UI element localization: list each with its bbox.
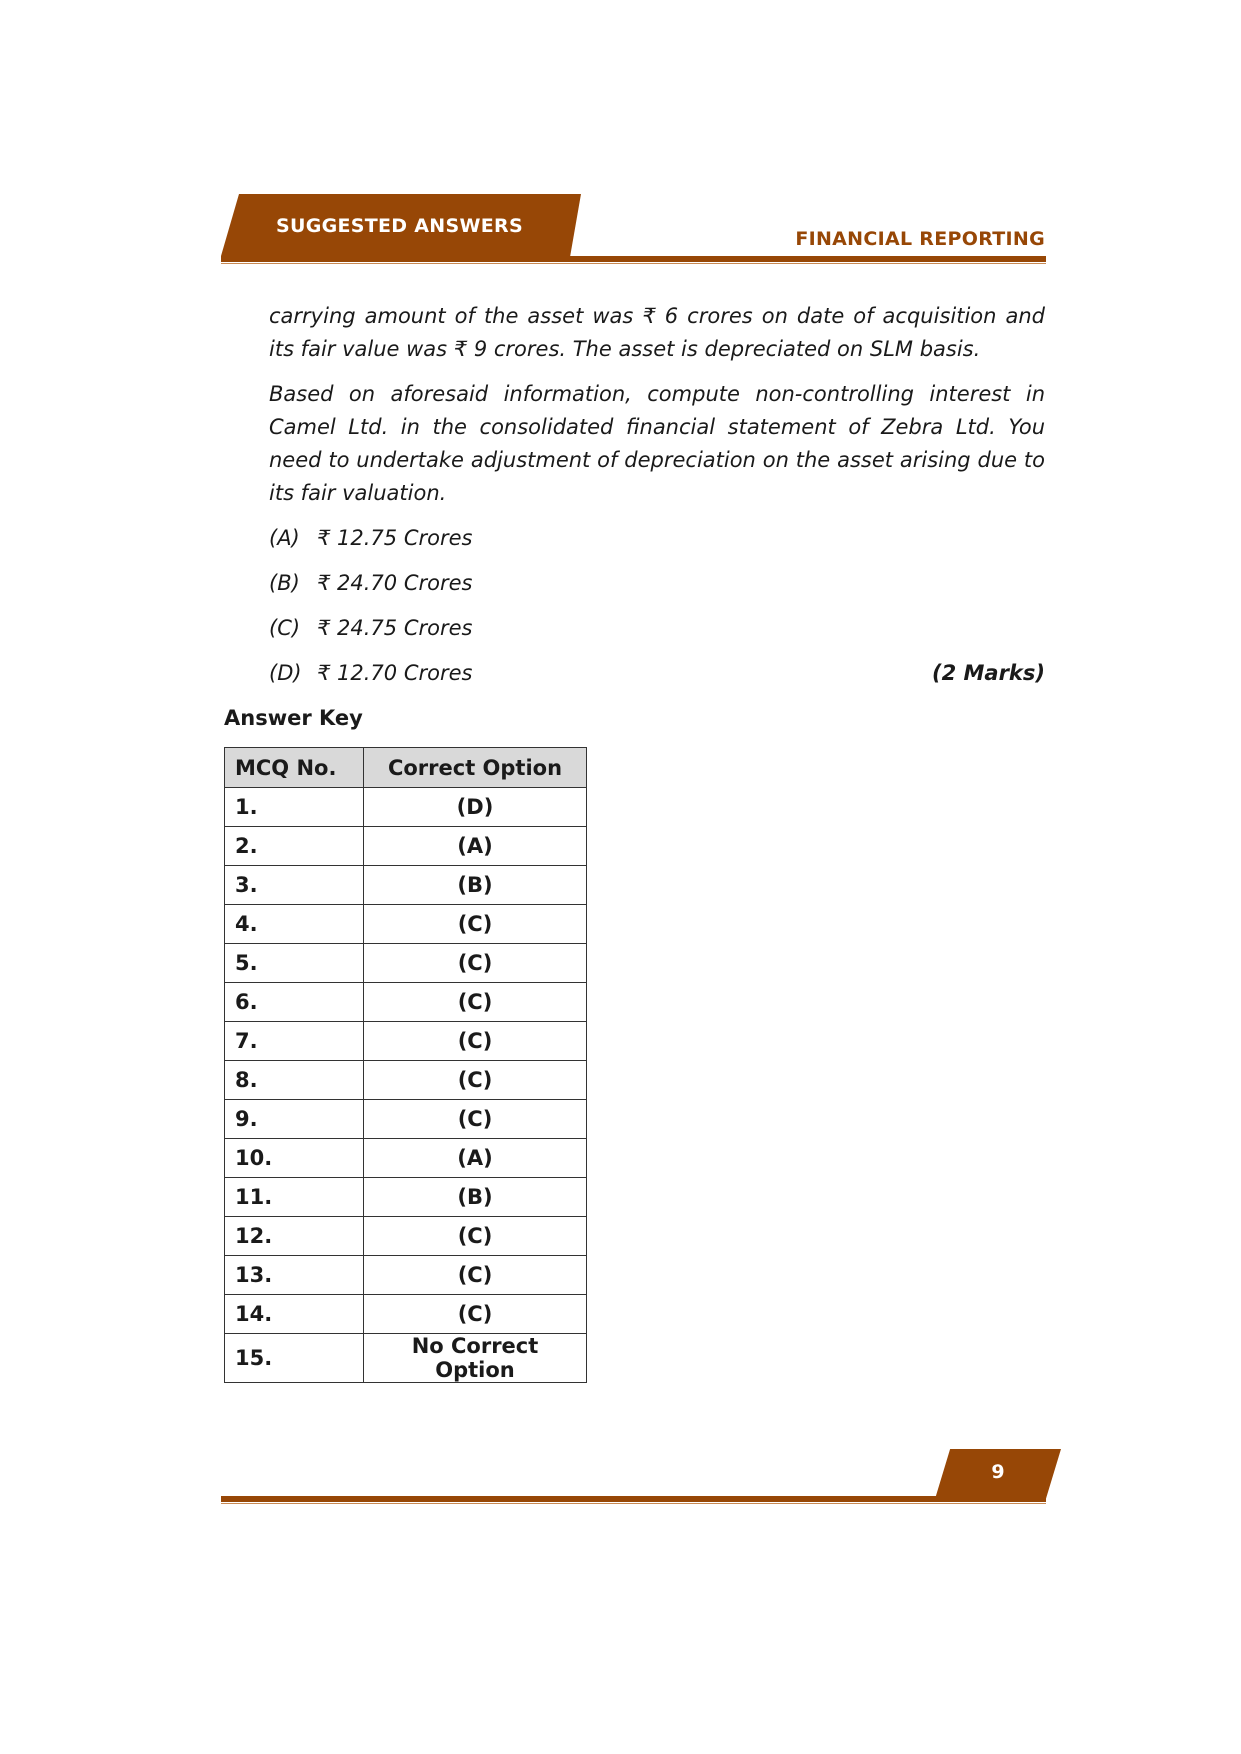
question-content bbox=[269, 300, 1045, 702]
table-row bbox=[225, 1139, 587, 1178]
table-row bbox=[225, 905, 587, 944]
mcq-number: 1. bbox=[225, 788, 364, 827]
mcq-number: 14. bbox=[225, 1295, 364, 1334]
marks-label: (2 Marks) bbox=[931, 661, 1045, 685]
correct-option: (C) bbox=[364, 905, 587, 944]
mcq-number: 10. bbox=[225, 1139, 364, 1178]
mcq-number: 9. bbox=[225, 1100, 364, 1139]
header-right-title: FINANCIAL REPORTING bbox=[795, 228, 1045, 250]
mcq-number: 7. bbox=[225, 1022, 364, 1061]
table-row bbox=[225, 1178, 587, 1217]
mcq-number: 3. bbox=[225, 866, 364, 905]
correct-option: (A) bbox=[364, 827, 587, 866]
table-row bbox=[225, 1334, 587, 1383]
option-c bbox=[269, 612, 1045, 645]
table-row bbox=[225, 1256, 587, 1295]
correct-option: (C) bbox=[364, 1061, 587, 1100]
header-left-title: SUGGESTED ANSWERS bbox=[276, 215, 523, 237]
table-row bbox=[225, 1022, 587, 1061]
mcq-number: 6. bbox=[225, 983, 364, 1022]
footer-divider bbox=[221, 1496, 1046, 1502]
option-a bbox=[269, 522, 1045, 555]
table-row bbox=[225, 1061, 587, 1100]
mcq-number: 4. bbox=[225, 905, 364, 944]
option-text: ₹ 12.70 Crores bbox=[317, 661, 473, 685]
table-row bbox=[225, 1100, 587, 1139]
option-label: (A) bbox=[269, 526, 300, 550]
table-row bbox=[225, 788, 587, 827]
table-row bbox=[225, 827, 587, 866]
option-label: (D) bbox=[269, 661, 302, 685]
correct-option: (B) bbox=[364, 866, 587, 905]
option-text: ₹ 12.75 Crores bbox=[317, 526, 473, 550]
correct-option: No Correct Option bbox=[364, 1334, 587, 1383]
answer-key-title: Answer Key bbox=[224, 706, 363, 730]
mcq-number: 2. bbox=[225, 827, 364, 866]
footer-divider-thin bbox=[221, 1503, 1046, 1504]
column-header-mcq-no: MCQ No. bbox=[225, 748, 364, 788]
option-text: ₹ 24.70 Crores bbox=[317, 571, 473, 595]
correct-option: (B) bbox=[364, 1178, 587, 1217]
option-text: ₹ 24.75 Crores bbox=[317, 616, 473, 640]
answer-key-table bbox=[224, 747, 587, 1383]
question-paragraph-2: Based on aforesaid information, compute non-controlling interest in Camel Ltd. in the consolidated financial statement of Zebra Ltd. You need to undertake adjustment of depreciation on the asset arising due to its fair valuation. bbox=[269, 382, 1045, 505]
header-divider-thin bbox=[221, 263, 1046, 264]
mcq-number: 5. bbox=[225, 944, 364, 983]
option-label: (C) bbox=[269, 616, 301, 640]
mcq-number: 12. bbox=[225, 1217, 364, 1256]
page-number: 9 bbox=[991, 1461, 1005, 1483]
correct-option: (A) bbox=[364, 1139, 587, 1178]
correct-option: (D) bbox=[364, 788, 587, 827]
correct-option: (C) bbox=[364, 1256, 587, 1295]
correct-option: (C) bbox=[364, 1295, 587, 1334]
correct-option: (C) bbox=[364, 1100, 587, 1139]
column-header-correct-option: Correct Option bbox=[364, 748, 587, 788]
correct-option: (C) bbox=[364, 1022, 587, 1061]
correct-option: (C) bbox=[364, 983, 587, 1022]
mcq-number: 13. bbox=[225, 1256, 364, 1295]
question-paragraph-1: carrying amount of the asset was ₹ 6 crores on date of acquisition and its fair value was ₹ 9 crores. The asset is depreciated on SLM basis. bbox=[269, 304, 1045, 361]
option-label: (B) bbox=[269, 571, 300, 595]
correct-option: (C) bbox=[364, 1217, 587, 1256]
mcq-number: 11. bbox=[225, 1178, 364, 1217]
table-row bbox=[225, 983, 587, 1022]
table-row bbox=[225, 1295, 587, 1334]
table-row bbox=[225, 1217, 587, 1256]
table-row bbox=[225, 944, 587, 983]
correct-option: (C) bbox=[364, 944, 587, 983]
option-d bbox=[269, 657, 1045, 690]
option-b bbox=[269, 567, 1045, 600]
mcq-number: 15. bbox=[225, 1334, 364, 1383]
table-row bbox=[225, 866, 587, 905]
table-header-row bbox=[225, 748, 587, 788]
mcq-number: 8. bbox=[225, 1061, 364, 1100]
header-divider bbox=[221, 256, 1046, 262]
